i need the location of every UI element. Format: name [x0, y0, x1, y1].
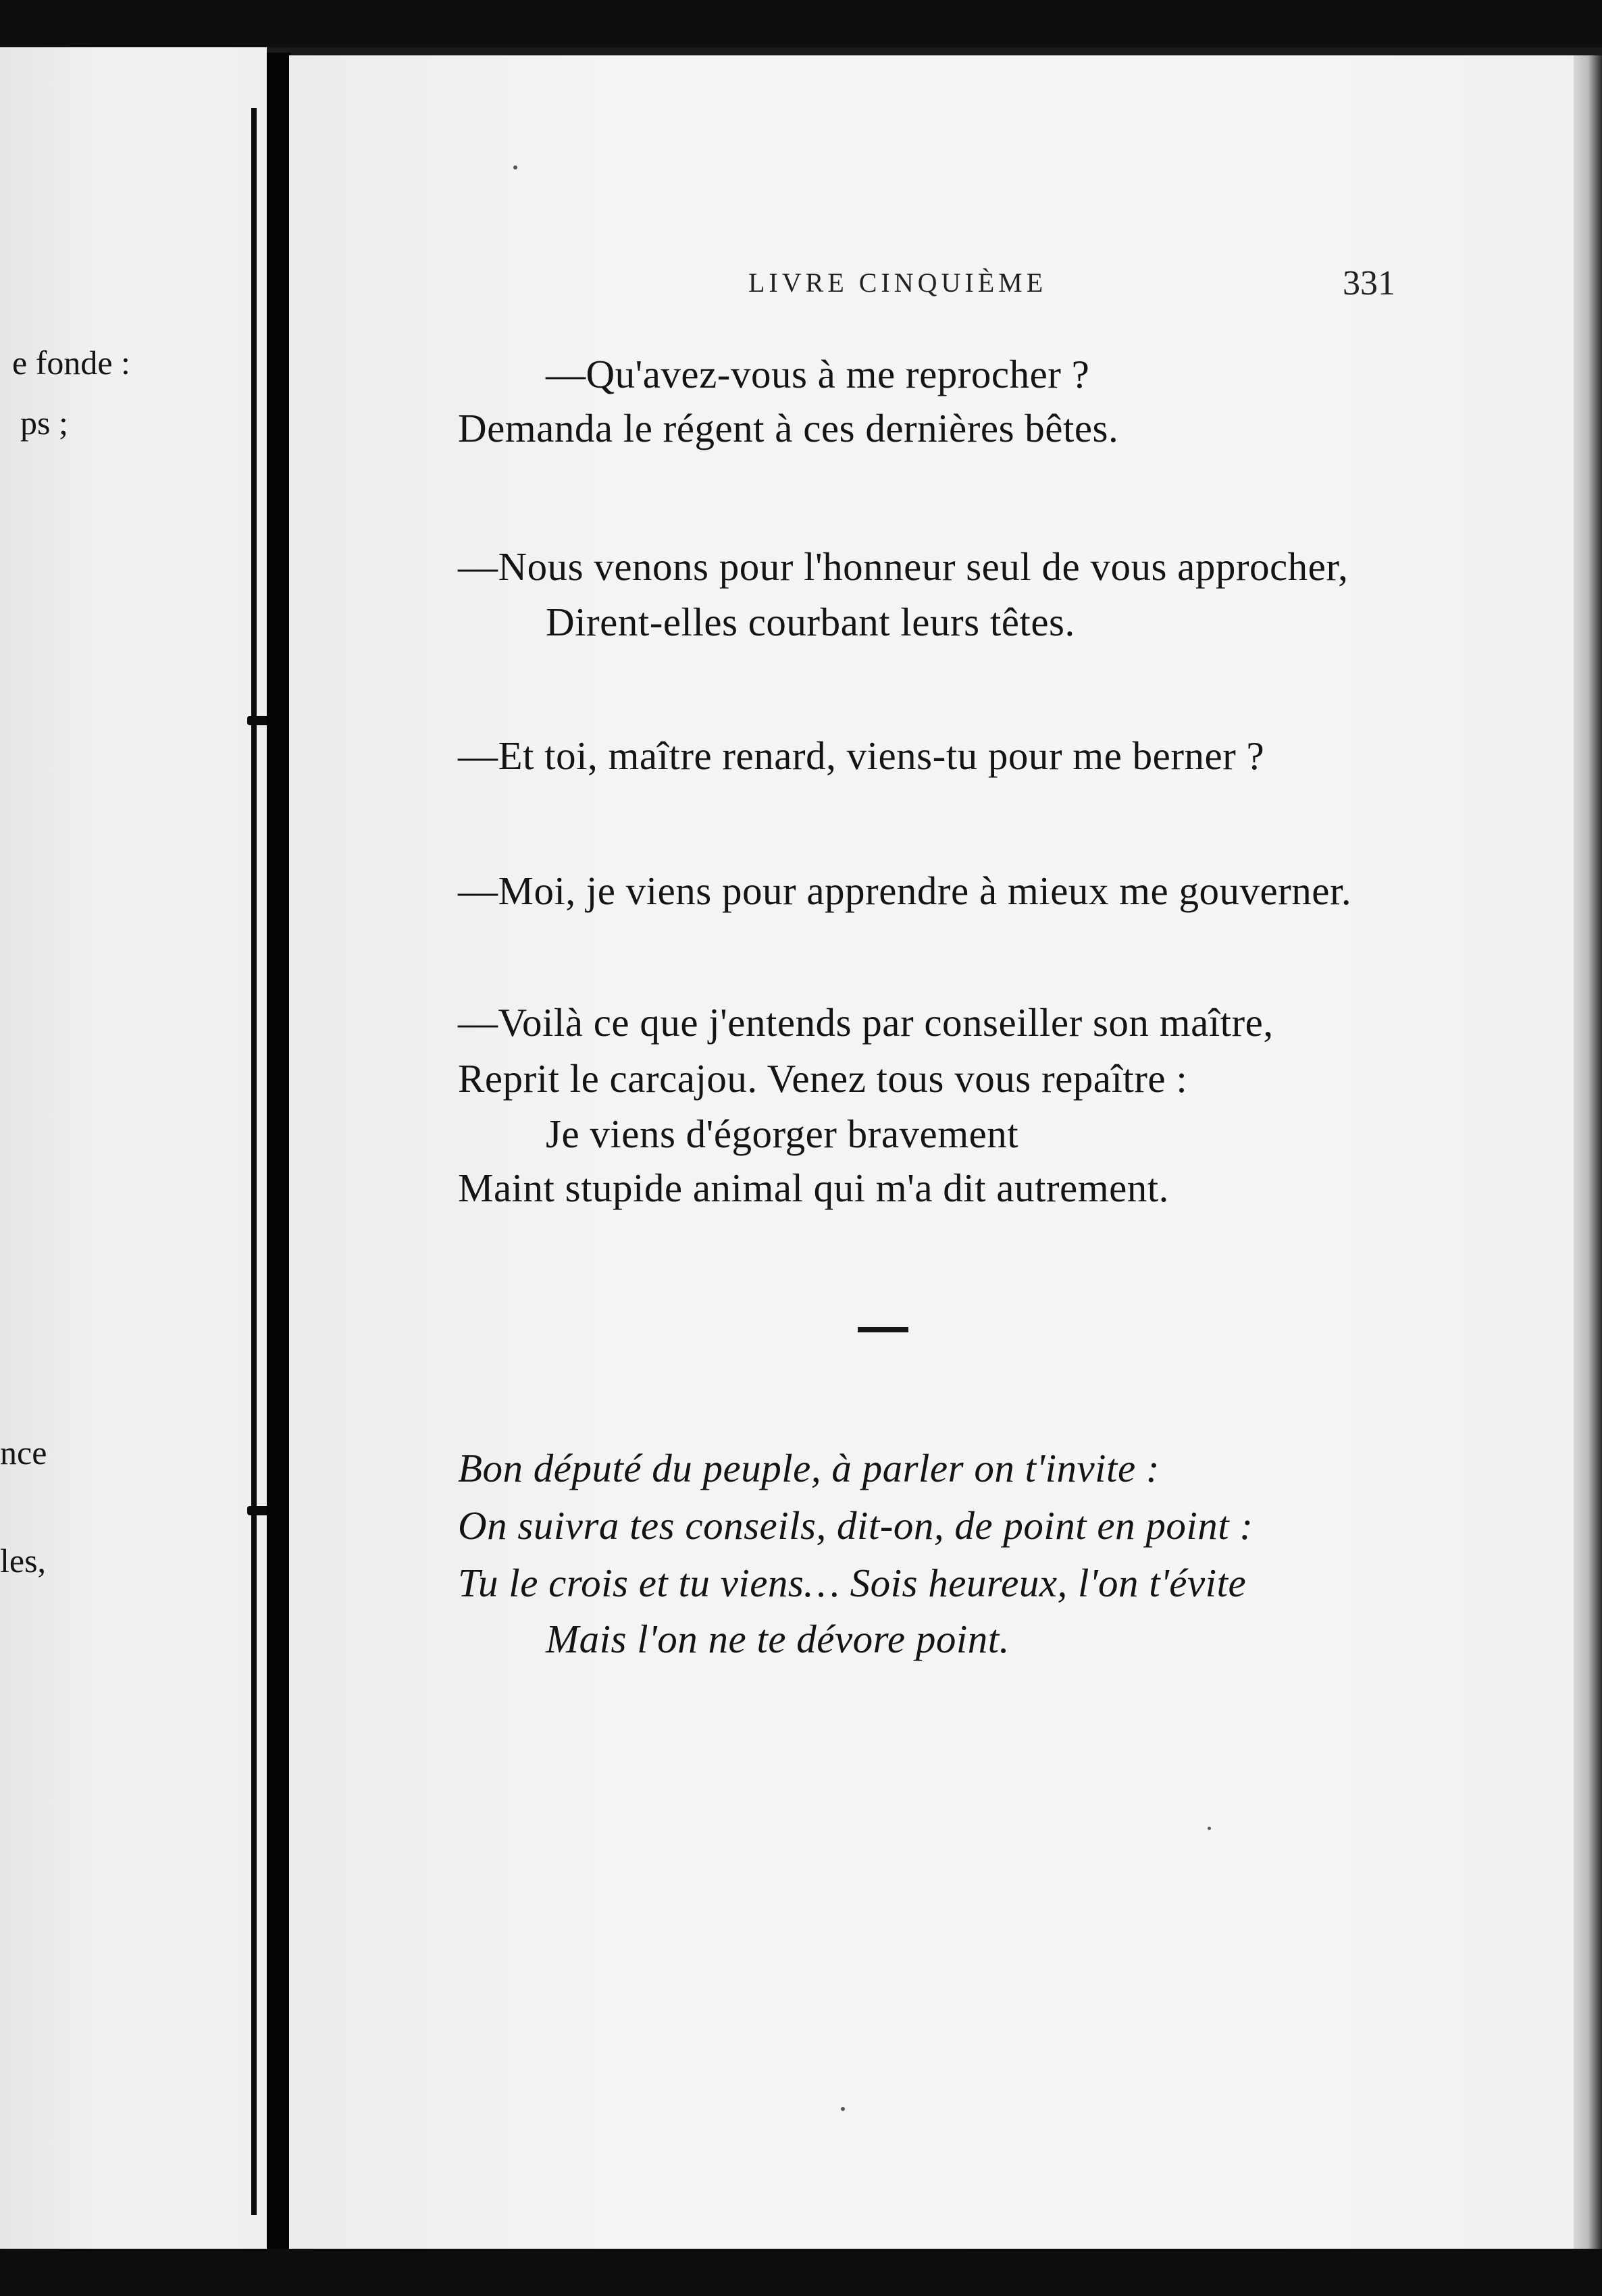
section-divider [858, 1327, 908, 1332]
running-head: LIVRE CINQUIÈME [748, 267, 1048, 298]
moral-line: Mais l'on ne te dévore point. [546, 1617, 1010, 1661]
poem-line: Reprit le carcajou. Venez tous vous repaître : [458, 1056, 1188, 1101]
left-page-fragment: les, [0, 1542, 47, 1580]
left-page-fragment: ps ; [20, 404, 68, 442]
poem-line: —Moi, je viens pour apprendre à mieux me gouverner. [458, 868, 1352, 913]
poem-line: Dirent-elles courbant leurs têtes. [546, 600, 1075, 644]
left-page-fragment: e fonde : [12, 344, 130, 382]
paper-speck [1208, 1827, 1211, 1830]
moral-line: On suivra tes conseils, dit-on, de point en point : [458, 1503, 1254, 1548]
scan-top-border [0, 0, 1602, 47]
left-page-fragment: nce [0, 1434, 47, 1471]
paper-speck [513, 165, 517, 169]
page-number: 331 [1343, 264, 1395, 303]
binding-gutter [267, 53, 291, 2258]
poem-line: —Voilà ce que j'entends par conseiller son maître, [458, 1000, 1274, 1045]
poem-line: —Nous venons pour l'honneur seul de vous approcher, [458, 544, 1349, 589]
poem-line: Maint stupide animal qui m'a dit autrement. [458, 1166, 1169, 1210]
poem-line: —Qu'avez-vous à me reprocher ? [546, 352, 1090, 396]
poem-line: Demanda le régent à ces dernières bêtes. [458, 406, 1119, 450]
facing-left-page [0, 47, 267, 2249]
poem-line: Je viens d'égorger bravement [546, 1112, 1019, 1156]
binding-line [251, 108, 257, 2215]
scan-bottom-border [0, 2249, 1602, 2296]
paper-speck [841, 2107, 845, 2111]
page-edge-shadow [1574, 55, 1602, 2250]
moral-line: Tu le crois et tu viens… Sois heureux, l'on t'évite [458, 1561, 1247, 1605]
moral-line: Bon député du peuple, à parler on t'invite : [458, 1446, 1160, 1490]
poem-line: —Et toi, maître renard, viens-tu pour me berner ? [458, 733, 1265, 778]
